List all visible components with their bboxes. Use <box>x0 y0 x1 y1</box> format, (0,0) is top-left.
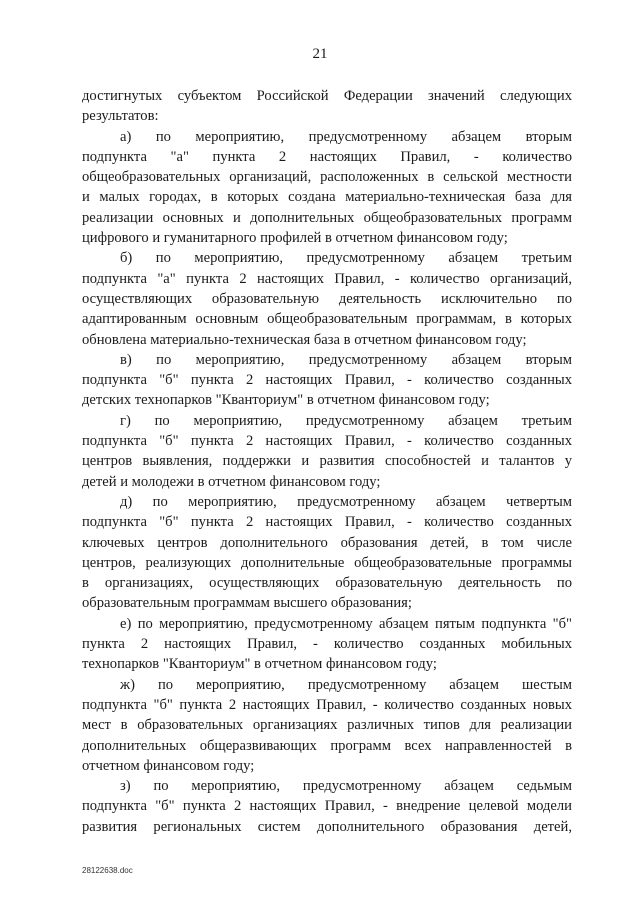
text-line: подпункта "а" пункта 2 настоящих Правил, - количество <box>82 148 572 165</box>
text-line: центров, реализующих дополнительные общеобразовательные программы <box>82 554 572 571</box>
text-line: ж) по мероприятию, предусмотренному абзацем шестым <box>120 676 572 693</box>
text-line: отчетном финансовом году; <box>82 757 255 774</box>
text-line: мест в образовательных организациях различных типов для реализации <box>82 717 572 734</box>
text-line: подпункта "б" пункта 2 настоящих Правил, - количество созданных <box>82 433 572 450</box>
text-line: адаптированным основным общеобразовательным программам, в которых <box>82 311 572 328</box>
text-line: ключевых центров дополнительного образования детей, в том числе <box>82 534 572 551</box>
text-line: цифрового и гуманитарного профилей в отчетном финансовом году; <box>82 230 508 247</box>
text-line: технопарков "Кванториум" в отчетном финансовом году; <box>82 656 437 673</box>
text-line: центров выявления, поддержки и развития способностей и талантов у <box>82 453 572 470</box>
text-line: общеобразовательных организаций, расположенных в сельской местности <box>82 169 572 186</box>
document-body <box>82 86 572 837</box>
text-line: реализации основных и дополнительных общеобразовательных программ <box>82 209 572 226</box>
text-line: результатов: <box>82 108 159 125</box>
text-line: подпункта "б" пункта 2 настоящих Правил, - внедрение целевой модели <box>82 798 572 815</box>
text-line: достигнутых субъектом Российской Федерации значений следующих <box>82 88 572 104</box>
text-line: дополнительных общеразвивающих программ всех направленностей в <box>82 737 572 754</box>
text-line: и малых городах, в которых создана материально-техническая база для <box>82 189 572 206</box>
text-line: в) по мероприятию, предусмотренному абзацем вторым <box>120 351 572 368</box>
text-line: осуществляющих образовательную деятельность исключительно по <box>82 290 572 307</box>
text-line: обновлена материально-техническая база в отчетном финансовом году; <box>82 331 527 348</box>
text-line: образовательным программам высшего образования; <box>82 595 412 612</box>
text-line: подпункта "б" пункта 2 настоящих Правил, - количество созданных новых <box>82 696 572 713</box>
text-line: в организациях, осуществляющих образовательную деятельность по <box>82 575 572 592</box>
text-line: детей и молодежи в отчетном финансовом году; <box>82 473 381 490</box>
text-line: з) по мероприятию, предусмотренному абзацем седьмым <box>120 778 572 795</box>
text-line: подпункта "б" пункта 2 настоящих Правил, - количество созданных <box>82 372 572 389</box>
document-filename: 28122638.doc <box>82 866 133 875</box>
text-line: развития региональных систем дополнительного образования детей, <box>82 818 572 835</box>
text-line: д) по мероприятию, предусмотренному абзацем четвертым <box>120 493 572 510</box>
text-line: подпункта "б" пункта 2 настоящих Правил, - количество созданных <box>82 514 572 531</box>
page-number: 21 <box>312 46 328 62</box>
text-line: е) по мероприятию, предусмотренному абзацем пятым подпункта "б" <box>120 615 572 632</box>
text-line: а) по мероприятию, предусмотренному абзацем вторым <box>120 128 572 145</box>
text-line: пункта 2 настоящих Правил, - количество созданных мобильных <box>82 636 572 653</box>
text-line: детских технопарков "Кванториум" в отчетном финансовом году; <box>82 392 490 409</box>
text-line: г) по мероприятию, предусмотренному абзацем третьим <box>120 412 572 429</box>
text-line: б) по мероприятию, предусмотренному абзацем третьим <box>120 250 572 267</box>
text-line: подпункта "а" пункта 2 настоящих Правил, - количество организаций, <box>82 270 572 287</box>
